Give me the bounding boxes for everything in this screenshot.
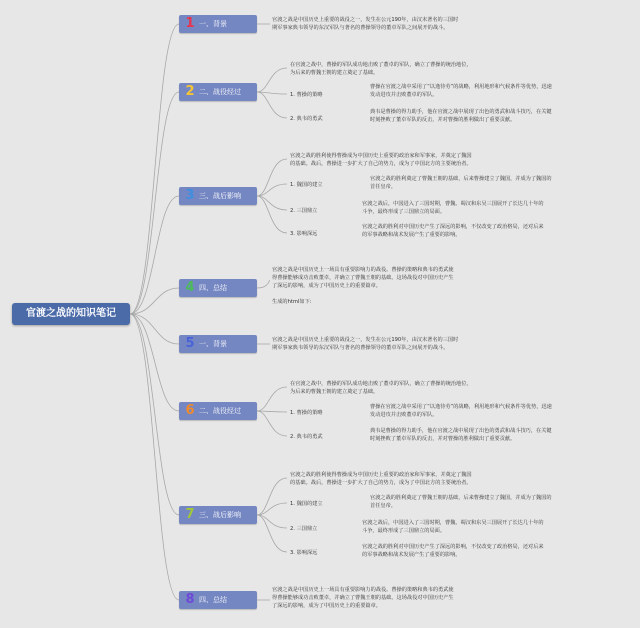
section-link-2-2	[257, 92, 287, 118]
section-node-2[interactable]	[179, 83, 257, 101]
section-link-2-0	[257, 68, 287, 92]
subnode-label-2-1[interactable]: 1. 曹操的策略	[290, 92, 323, 98]
section-number: 7	[185, 507, 195, 522]
root-to-section-1	[130, 24, 179, 314]
section-link-7-3	[257, 515, 287, 552]
root-to-section-3	[130, 196, 179, 314]
section-node-8[interactable]	[179, 591, 257, 609]
section-text-4: 官渡之战是中国历史上一场具有重要影响力的战役。曹操的策略和典韦的勇武使 得曹操能够成功击败董卓，并确立了曹魏王朝的基础。这场战役对中国历史产生 了深远的影响，成为了中国历史上的重要篇章。 生成的html如下:	[272, 267, 454, 305]
section-link-6-0	[257, 387, 287, 411]
subnode-text-6-1: 曹操在官渡之战中采用了“以逸待劳”的战略，利用地形和气候条件等优势，迅速 发动进攻并击败董卓的军队。	[370, 404, 552, 418]
section-link-6-1	[257, 411, 287, 412]
root-to-section-8	[130, 314, 179, 600]
section-text-3: 官渡之战的胜利使得曹操成为中国历史上重要的政治家和军事家，并奠定了魏国 的基础。战后，曹操进一步扩大了自己的势力，成为了中国北方的主要统治者。	[290, 153, 472, 167]
section-number: 1	[185, 16, 195, 31]
subnode-text-2-2: 典韦是曹操的得力助手，他在官渡之战中展现了出色的勇武和战斗技巧，在关键 时刻挫败了董卓军队的反击，并对曹操的胜利做出了重要贡献。	[370, 109, 552, 123]
subnode-label-3-3[interactable]: 3. 影响深远	[290, 231, 318, 237]
subnode-text-7-1: 官渡之战的胜利奠定了曹魏王朝的基础，后来曹操建立了魏国，并成为了魏国的 首任皇帝。	[370, 495, 552, 509]
section-text-2: 在官渡之战中，曹操的军队成功地击败了董卓的军队，确立了曹操的统治地位， 为后来的曹魏王朝的建立奠定了基础。	[290, 62, 472, 76]
root-to-section-2	[130, 92, 179, 314]
section-label: 二、战役经过	[199, 88, 241, 96]
section-link-3-3	[257, 196, 287, 233]
section-node-5[interactable]	[179, 335, 257, 353]
section-label: 三、战后影响	[199, 511, 241, 519]
section-node-7[interactable]	[179, 506, 257, 524]
section-text-5: 官渡之战是中国历史上重要的战役之一，发生在公元190年，由汉末著名的三国时 期军事家典韦领导的东汉军队与著名的曹操领导的董卓军队之间展开的战斗。	[272, 337, 459, 351]
subnode-label-3-1[interactable]: 1. 魏国的建立	[290, 182, 323, 188]
section-link-3-0	[257, 159, 287, 196]
root-title: 官渡之战的知识笔记	[26, 308, 116, 319]
section-label: 一、背景	[199, 340, 227, 348]
subnode-label-3-2[interactable]: 2. 三国鼎立	[290, 208, 318, 214]
section-node-1[interactable]	[179, 15, 257, 33]
subnode-label-6-1[interactable]: 1. 曹操的策略	[290, 410, 323, 416]
subnode-label-7-2[interactable]: 2. 三国鼎立	[290, 526, 318, 532]
section-link-6-2	[257, 411, 287, 436]
section-text-8: 官渡之战是中国历史上一场具有重要影响力的战役。曹操的策略和典韦的勇武使 得曹操能够成功击败董卓，并确立了曹魏王朝的基础。这场战役对中国历史产生 了深远的影响，成为了中国历史上的重要篇章。	[272, 587, 454, 609]
subnode-text-7-2: 官渡之战后，中国进入了三国时期，曹魏、蜀汉和东吴三国展开了长达几十年的 斗争，最终形成了三国鼎立的局面。	[362, 520, 544, 534]
subnode-text-2-1: 曹操在官渡之战中采用了“以逸待劳”的战略，利用地形和气候条件等优势，迅速 发动进攻并击败董卓的军队。	[370, 84, 552, 98]
section-node-3[interactable]	[179, 187, 257, 205]
section-number: 3	[185, 188, 195, 203]
root-to-section-7	[130, 314, 179, 515]
section-number: 5	[185, 336, 195, 351]
section-text-6: 在官渡之战中，曹操的军队成功地击败了董卓的军队，确立了曹操的统治地位， 为后来的曹魏王朝的建立奠定了基础。	[290, 381, 472, 395]
subnode-text-3-1: 官渡之战的胜利奠定了曹魏王朝的基础，后来曹操建立了魏国，并成为了魏国的 首任皇帝。	[370, 176, 552, 190]
root-to-section-5	[130, 314, 179, 344]
subnode-label-2-2[interactable]: 2. 典韦的勇武	[290, 116, 323, 122]
section-number: 2	[185, 84, 195, 99]
subnode-text-3-3: 官渡之战的胜利对中国历史产生了深远的影响，不仅改变了政治格局，还对后来 的军事战略和战术发展产生了重要的影响。	[362, 224, 544, 238]
section-number: 6	[185, 403, 195, 418]
section-link-7-0	[257, 478, 287, 515]
section-number: 4	[185, 280, 195, 295]
root-node[interactable]	[12, 303, 130, 325]
subnode-text-7-3: 官渡之战的胜利对中国历史产生了深远的影响，不仅改变了政治格局，还对后来 的军事战略和战术发展产生了重要的影响。	[362, 544, 544, 558]
section-node-4[interactable]	[179, 279, 257, 297]
section-text-1: 官渡之战是中国历史上重要的战役之一，发生在公元190年，由汉末著名的三国时 期军事家典韦领导的东汉军队与著名的曹操领导的董卓军队之间展开的战斗。	[272, 17, 459, 31]
section-link-4-0	[257, 280, 270, 288]
subnode-label-7-1[interactable]: 1. 魏国的建立	[290, 501, 323, 507]
section-label: 三、战后影响	[199, 192, 241, 200]
subnode-text-3-2: 官渡之战后，中国进入了三国时期，曹魏、蜀汉和东吴三国展开了长达几十年的 斗争，最终形成了三国鼎立的局面。	[362, 201, 544, 215]
section-label: 四、总结	[199, 284, 227, 292]
subnode-text-6-2: 典韦是曹操的得力助手，他在官渡之战中展现了出色的勇武和战斗技巧，在关键 时刻挫败了董卓军队的反击，并对曹操的胜利做出了重要贡献。	[370, 428, 552, 442]
section-label: 二、战役经过	[199, 407, 241, 415]
section-number: 8	[185, 592, 195, 607]
subnode-label-6-2[interactable]: 2. 典韦的勇武	[290, 434, 323, 440]
section-label: 四、总结	[199, 596, 227, 604]
section-text-7: 官渡之战的胜利使得曹操成为中国历史上重要的政治家和军事家，并奠定了魏国 的基础。战后，曹操进一步扩大了自己的势力，成为了中国北方的主要统治者。	[290, 472, 472, 486]
section-node-6[interactable]	[179, 402, 257, 420]
subnode-label-7-3[interactable]: 3. 影响深远	[290, 550, 318, 556]
section-label: 一、背景	[199, 20, 227, 28]
